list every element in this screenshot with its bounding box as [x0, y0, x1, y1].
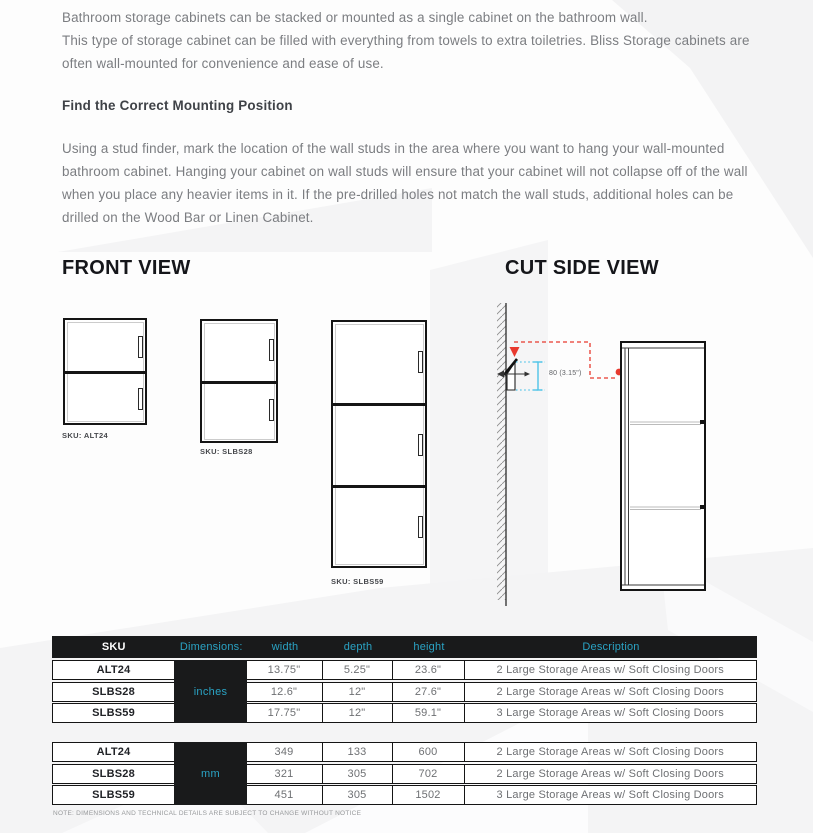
intro-line-1: Bathroom storage cabinets can be stacked or mounted as a single cabinet on the bathroom wall.	[62, 10, 648, 25]
wall-hatching	[497, 303, 506, 600]
cell-depth: 12"	[323, 704, 393, 722]
door-handle	[269, 339, 274, 361]
intro-line-2: This type of storage cabinet can be filled with everything from towels to extra toiletries. Bliss Storage cabinets are often wall-mounted for convenience and ease of use.	[62, 33, 750, 71]
cabinet-drawing-slbs28	[200, 319, 278, 443]
table-row	[52, 682, 757, 702]
cabinet-door-gap	[335, 324, 424, 565]
cell-description: 2 Large Storage Areas w/ Soft Closing Doors	[496, 685, 724, 698]
cabinet-drawing-alt24	[63, 318, 147, 425]
cell-width: 321	[247, 765, 323, 783]
cabinet-shelf-divider	[332, 403, 426, 406]
table-row	[52, 742, 757, 762]
unit-cell-mm: mm	[174, 742, 247, 805]
header-sku: SKU	[101, 641, 126, 653]
cell-sku: SLBS28	[53, 683, 175, 701]
door-handle	[418, 434, 423, 456]
header-width: width	[271, 641, 299, 653]
cell-height: 23.6"	[393, 661, 465, 679]
header-depth: depth	[343, 641, 373, 653]
cabinet-shelf-divider	[332, 485, 426, 488]
spec-table-inches	[52, 660, 757, 723]
cell-description: 3 Large Storage Areas w/ Soft Closing Doors	[496, 789, 724, 801]
cell-sku: ALT24	[53, 743, 175, 761]
unit-cell-inches: inches	[174, 660, 247, 723]
table-row	[52, 785, 757, 805]
cell-description: 2 Large Storage Areas w/ Soft Closing Doors	[496, 746, 724, 758]
cell-height: 702	[393, 765, 465, 783]
header-height: height	[413, 641, 445, 653]
cell-depth: 12"	[323, 683, 393, 701]
cell-depth: 5.25"	[323, 661, 393, 679]
cut-side-view-heading: CUT SIDE VIEW	[505, 257, 659, 279]
cell-depth: 305	[323, 786, 393, 804]
guide-arrow-down	[510, 347, 520, 357]
table-row	[52, 764, 757, 784]
cell-width: 349	[247, 743, 323, 761]
cell-height: 600	[393, 743, 465, 761]
cell-sku: SLBS59	[53, 786, 175, 804]
door-handle	[138, 388, 143, 410]
shelf-support-tick	[700, 420, 706, 424]
cell-sku: SLBS59	[53, 704, 175, 722]
spec-table-header	[52, 636, 757, 658]
cell-depth: 305	[323, 765, 393, 783]
door-handle	[138, 336, 143, 358]
cell-width: 12.6"	[247, 683, 323, 701]
mounting-paragraph: Using a stud finder, mark the location of the wall studs in the area where you want to hang your wall-mounted bathroom cabinet. Hanging your cabinet on wall studs will ensure that your cabinet will not collapse off of the wall when you place any heavier items in it. If the pre-drilled holes not match the wall studs, additional holes can be drilled on the Wood Bar or Linen Cabinet.	[62, 141, 748, 225]
cell-sku: SLBS28	[53, 765, 175, 783]
cell-description: 2 Large Storage Areas w/ Soft Closing Doors	[496, 767, 724, 780]
intro-paragraph	[62, 6, 762, 75]
table-row	[52, 703, 757, 723]
shelf-support-tick	[700, 505, 706, 509]
cell-height: 59.1"	[393, 704, 465, 722]
spec-table-mm	[52, 742, 757, 805]
header-description: Description	[582, 641, 640, 653]
door-handle	[269, 399, 274, 421]
footnote: NOTE: DIMENSIONS AND TECHNICAL DETAILS ARE SUBJECT TO CHANGE WITHOUT NOTICE	[53, 810, 362, 817]
cell-width: 451	[247, 786, 323, 804]
arrow-head-right	[525, 372, 531, 377]
door-handle	[418, 516, 423, 538]
cell-width: 13.75"	[247, 661, 323, 679]
door-handle	[418, 351, 423, 373]
cell-width: 17.75"	[247, 704, 323, 722]
mounting-heading: Find the Correct Mounting Position	[62, 98, 293, 113]
side-cabinet-outline	[621, 342, 705, 590]
cabinet-drawing-slbs59	[331, 320, 427, 568]
cell-depth: 133	[323, 743, 393, 761]
sku-label-slbs28: SKU: SLBS28	[200, 447, 253, 456]
dimension-lines	[516, 362, 545, 390]
table-row	[52, 660, 757, 680]
cell-sku: ALT24	[53, 661, 175, 679]
cell-description: 2 Large Storage Areas w/ Soft Closing Doors	[496, 664, 724, 676]
cabinet-shelf-divider	[201, 381, 277, 384]
header-dimensions: Dimensions:	[179, 641, 243, 653]
front-view-heading: FRONT VIEW	[62, 257, 191, 279]
mount-height-label: 80 (3.15")	[549, 370, 582, 377]
cut-side-view-drawing	[495, 295, 715, 615]
sku-label-slbs59: SKU: SLBS59	[331, 577, 384, 586]
cabinet-shelf-divider	[64, 371, 146, 374]
cell-description: 3 Large Storage Areas w/ Soft Closing Doors	[496, 707, 724, 719]
cell-height: 27.6"	[393, 683, 465, 701]
sku-label-alt24: SKU: ALT24	[62, 431, 109, 440]
cell-height: 1502	[393, 786, 465, 804]
